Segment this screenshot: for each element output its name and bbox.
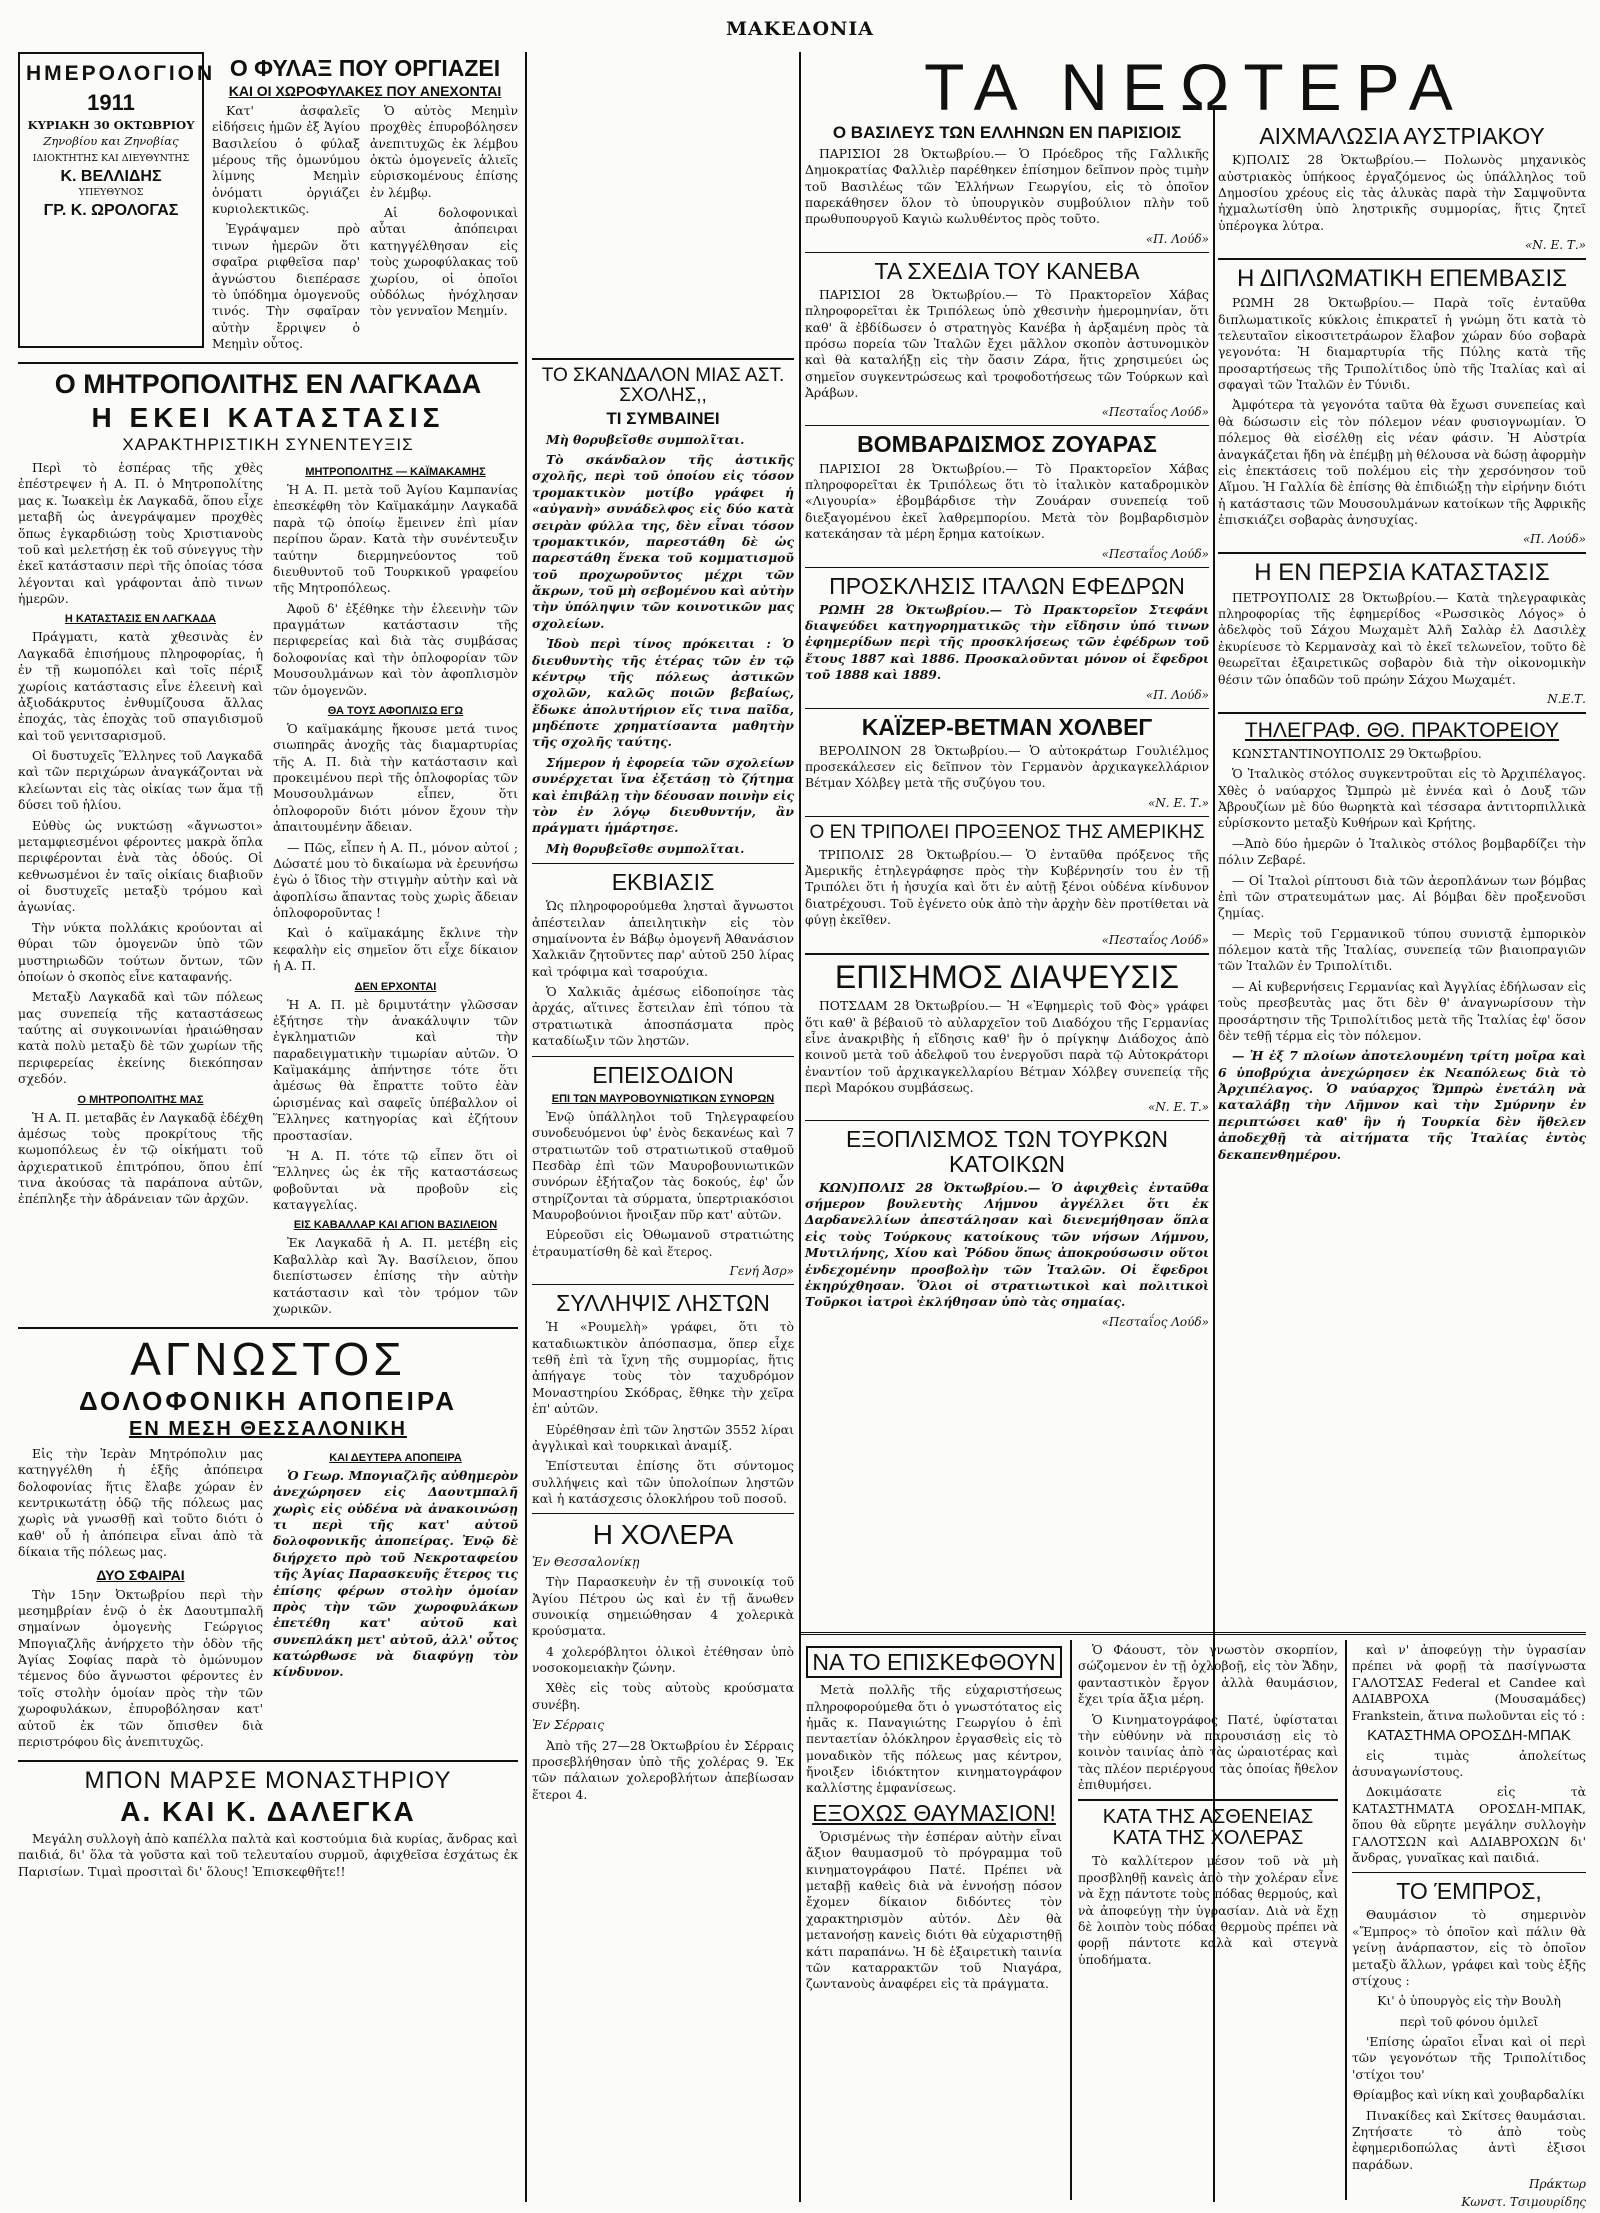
news-signature: «Ν. Ε. Τ.» <box>1147 1100 1209 1115</box>
exceptional-title: ΕΞΟΧΩΣ ΘΑΥΜΑΣΙΟΝ! <box>812 1799 1056 1826</box>
column-rule <box>799 52 801 2202</box>
cholera-title: Η ΧΟΛΕΡΑ <box>592 1519 734 1551</box>
extortion-title: ΕΚΒΙΑΣΙΣ <box>611 869 715 896</box>
unknown-subtitle: ΔΟΛΟΦΟΝΙΚΗ ΑΠΟΠΕΙΡΑ <box>78 1385 458 1416</box>
section-heading: ΚΑΙ ΔΕΥΤΕΡΑ ΑΠΟΠΕΙΡΑ <box>329 1451 462 1464</box>
calendar-date: ΚΥΡΙΑΚΗ 30 ΟΚΤΩΒΡΙΟΥ <box>27 118 195 133</box>
news-text: —Ἀπὸ δύο ἡμερῶν ὁ Ἰταλικὸς στόλος βομβαρδίζει τὴν πόλιν Ζεβαρέ. <box>1218 835 1586 868</box>
news-text: ΠΕΤΡΟΥΠΟΛΙΣ 28 Ὀκτωβρίου.— Κατὰ τηλεγραφικὰς πληροφορίας τῆς ἐφημερίδος «Ρωσσικὸς Λόγος» ὁ ἀδελφὸς τοῦ Σάχου Μωχαμὲτ Ἀλῆ Σαλὰρ ἐλ Δασιλὲχ ἐκυρίευσε τὸ Κερμανσὰχ καὶ τὸ ἐκεῖ τελωνεῖον, τοῦτο δὲ θεωρεῖται ἐξαιρετικῶς σοβαρὸν διὰ τὴν οἰκονομικὴν θέσιν τῶν ὁπαδῶν τοῦ πρώην Σάχου Μωχαμέτ. <box>1218 589 1586 687</box>
news-item <box>805 259 1209 420</box>
article-paragraph: Καὶ ὁ καϊμακάμης ἔκλινε τὴν κεφαλὴν εἰς σημεῖον ὅτι εἶχε δίκαιον ἡ Α. Π. <box>273 925 518 974</box>
article-paragraph: Μὴ θορυβεῖσθε συμπολῖται. <box>546 840 745 856</box>
article-paragraph: Ἡ Α. Π. τότε τῷ εἶπεν ὅτι οἱ Ἕλληνες ὡς ἐκ τῆς καταστάσεως φοβοῦνται νὰ προβοῦν εἰς καταγγελίας. <box>273 1147 518 1213</box>
unknown-tagline: ΕΝ ΜΕΣΗ ΘΕΣΣΑΛΟΝΙΚΗ <box>129 1417 407 1440</box>
lake-paragraph: Αἱ δολοφονικαὶ αὗται ἀπόπειραι κατηγγέλθησαν εἰς τοὺς χωροφύλακας τοῦ χωρίου, οἱ ὁποῖοι οὐδόλως ἠνόχλησαν τὸν γενναῖον Μεημίν. <box>370 205 518 319</box>
news-text: ΚΩΝΣΤΑΝΤΙΝΟΥΠΟΛΙΣ 29 Ὀκτωβρίου. <box>1232 745 1482 761</box>
section-heading: ΕΙΣ ΚΑΒΑΛΛΑΡ ΚΑΙ ΑΓΙΟΝ ΒΑΣΙΛΕΙΟΝ <box>293 1219 498 1232</box>
column-left <box>18 52 518 2212</box>
news-title: ΕΠΙΣΗΜΟΣ ΔΙΑΨΕΥΣΙΣ <box>834 958 1180 995</box>
news-item <box>805 124 1209 246</box>
news-signature: «Ν. Ε. Τ.» <box>1524 238 1586 253</box>
column-rule <box>1070 1640 1072 2200</box>
article-paragraph: Μὴ θορυβεῖσθε συμπολῖται. <box>546 431 745 447</box>
unknown-title: ΑΓΝΩΣΤΟΣ <box>130 1333 406 1386</box>
article-paragraph: Ἰδοὺ περὶ τίνος πρόκειται : Ὁ διευθυντὴς τῆς ἑτέρας τῶν ἐν τῷ κέντρῳ τῆς πόλεως ἀστικῶν σχολῶν, καλῶς ποιῶν βεβαίως, ἔδωκε ἀπολυτήριον εἴς τινα παῖδα, μηδέποτε χρηματίσαντα μαθητὴν τῆς σχολῆς ταύτης. <box>532 636 794 750</box>
article-paragraph: Πράγματι, κατὰ χθεσινὰς ἐν Λαγκαδᾶ ἐπισήμους πληροφορίας, ἡ ἐν τῇ κωμοπόλει καὶ τοῖς πέριξ χωρίοις κατάστασις εἶνε ἐλεεινὴ καὶ ἀξιοδάκρυτος ἐνθυμίζουσα ἄλλας ἐποχάς, τὰς ἐποχὰς τοῦ σπαγιδισμοῦ καὶ τοῦ γενιτσαρισμοῦ. <box>18 629 263 743</box>
lake-article <box>212 52 518 356</box>
article-paragraph: Ἡ «Ρουμελὴ» γράφει, ὅτι τὸ καταδιωκτικὸν ἀπόσπασμα, ὅπερ εἶχε τεθῆ ἐπὶ τὰ ἴχνη τῆς συμμορίας, ἥτις ἀπήγαγε τοὺς τὸν ταχυδρόμον Μοναστηρίου Σκόδρας, ἔθηκε τὴν χεῖρα ἐπ' αὐτῶν. <box>532 1319 794 1417</box>
neotera-title: ΤΑ ΝΕΩΤΕΡΑ <box>924 50 1467 124</box>
news-title: ΒΟΜΒΑΡΔΙΣΜΟΣ ΖΟΥΑΡΑΣ <box>857 431 1157 458</box>
metropolitan-tagline: ΧΑΡΑΚΤΗΡΙΣΤΙΚΗ ΣΥΝΕΝΤΕΥΞΙΣ <box>122 435 414 455</box>
news-title: ΕΞΟΠΛΙΣΜΟΣ ΤΩΝ ΤΟΥΡΚΩΝ ΚΑΤΟΙΚΩΝ <box>845 1126 1169 1177</box>
article-paragraph: Τὴν Παρασκευὴν ἐν τῇ συνοικίᾳ τοῦ Ἁγίου Πέτρου ὡς καὶ ἐν τῇ ἄνωθεν συνοικίᾳ σημειώθησαν 4 χολερικὰ κρούσματα. <box>532 1574 794 1639</box>
section-heading: Η ΚΑΤΑΣΤΑΣΙΣ ΕΝ ΛΑΓΚΑΔΑ <box>64 613 217 626</box>
article-paragraph: Ὡς πληροφορούμεθα λησταὶ ἄγνωστοι ἀπέστειλαν ἀπειλητικὴν εἰς τὸν σημαίνοντα ἐν Βάβῳ ὁμογενῆ Ἀθανάσιον Χαλκιᾶν ζητοῦντες παρ' αὐτοῦ 250 λίρας καὶ τρόφιμα καὶ τσαρούχια. <box>532 898 794 979</box>
news-signature: «Πεσταΐος Λούδ» <box>1101 546 1209 561</box>
news-title: ΠΡΟΣΚΛΗΣΙΣ ΙΤΑΛΩΝ ΕΦΕΔΡΩΝ <box>829 572 1185 599</box>
calendar-saint: Ζηνοβίου και Ζηνοβίας <box>43 133 179 148</box>
masthead: ΜΑΚΕΔΟΝΙΑ <box>725 18 875 40</box>
news-item <box>805 1127 1209 1328</box>
cholera-location: Ἐν Θεσσαλονίκῃ <box>532 1553 640 1569</box>
bottom-rule <box>800 1632 1586 1635</box>
news-item <box>805 823 1209 947</box>
article-paragraph: εἰς τιμὰς ἀπολείτως ἀσυναγωνίστους. <box>1352 1747 1586 1779</box>
article-paragraph: Ὁ Γεωρ. Μπογιαζλῆς αὐθημερὸν ἀνεχώρησεν εἰς Δαουτμπαλῆ χωρὶς εἰς οὐδένα νὰ ἀνακοινώσῃ τι περὶ τῆς κατ' αὐτοῦ δολοφονικῆς ἀποπείρας. Ἐνῷ δὲ διήρχετο πρὸ τοῦ Νεκροταφείου τῆς Ἁγίας Παρασκευῆς ἕτερος τις ἐπίσης φέρων στολὴν ὁμοίαν πρὸς τὴν τῶν χωροφυλάκων ἐπετέθη κατ' αὐτοῦ καὶ συνεπλάκη μετ' αὐτοῦ, ἀλλ' οὗτος κατώρθωσε νὰ διαφύγῃ τὸν κίνδυνον. <box>273 1467 518 1680</box>
column-rule <box>1345 1640 1347 2200</box>
news-title: ΑΙΧΜΑΛΩΣΙΑ ΑΥΣΤΡΙΑΚΟΥ <box>1259 123 1545 149</box>
article-paragraph: Ὁρισμένως τὴν ἑσπέραν αὐτὴν εἶναι ἄξιον θαυμασμοῦ τὸ πρόγραμμα τοῦ κινηματογράφου Πατέ. Πρέπει νὰ μεταβῇ καθεὶς διὰ νὰ ἐννοήσῃ πόσον ἔχομεν δίκαιον διδόντες τὸν χαρακτηρισμὸν αὐτόν. Δὲν θὰ μετανοήσῃ κανεὶς διότι θὰ εὐχαριστηθῇ κάτι παραπάνω. Ἡ δὲ ἑξαιρετικὴ ταινία τῶν καταρρακτῶν τοῦ Νιαγάρα, ζωντανοὺς ἀναφέρει εἰς τὰ πράγματα. <box>806 1828 1062 1992</box>
news-text: ΠΑΡΙΣΙΟΙ 28 Ὀκτωβρίου.— Τὸ Πρακτορεῖον Χάβας πληροφορεῖται ἐκ Τριπόλεως ὅτι τὸ ἰταλικὸν καταδρομικὸν «Λιγουρία» ἐβομβάρδισε τὴν Ζουάραν συνεπείᾳ τοῦ διεξαγομένου ἐκεῖ λαθρεμπορίου. Μετὰ τὸν βομβαρδισμὸν κατεκάησαν τὰ μέρη ἔρημα κατοίκων. <box>805 460 1209 542</box>
section-heading: Ο ΜΗΤΡΟΠΟΛΙΤΗΣ ΜΑΣ <box>77 1093 204 1106</box>
lake-paragraph: Ὁ αὐτὸς Μεημὶν προχθὲς ἐπυροβόλησεν ἀνεπιτυχῶς ἐκ λέμβου ὀκτὼ ὁμογενεῖς ἁλιεῖς εὑρισκομένους ἐπίσης ἐν λέμβῳ. <box>370 102 518 200</box>
article-paragraph: Ἡ Α. Π. μεταβᾶς ἐν Λαγκαδᾷ ἐδέχθη ἀμέσως τοὺς προκρίτους τῆς κωμοπόλεως ἐν τῷ οἰκήματι τοῦ ἀρχιερατικοῦ ἐπιτρόπου, ὅπου ἐπί τινα ἀκούσας τὰ παράπονα αὐτῶν, ἐπέπληξε τὴν ἀδράνειαν τῶν ἀρχῶν. <box>18 1109 263 1207</box>
news-item <box>1218 266 1586 546</box>
news-title: Η ΕΝ ΠΕΡΣΙΑ ΚΑΤΑΣΤΑΣΙΣ <box>1254 559 1550 587</box>
marse-text: Μεγάλη συλλογὴ ἀπὸ καπέλλα παλτὰ καὶ κοστούμια διὰ κυρίας, ἄνδρας καὶ παιδιά, δι' ὅλα τὰ γοῦστα καὶ τοῦ τελευταίου συρμοῦ, ἀφιχθεῖσα ἐσχάτως ἐκ Παρισίων. Τιμαὶ προσιταὶ δι' ὅλους! Ἐπισκεφθῆτε!! <box>18 1830 518 1879</box>
news-item <box>805 574 1209 702</box>
lake-subtitle: ΚΑΙ ΟΙ ΧΩΡΟΦΥΛΑΚΕΣ ΠΟΥ ΑΝΕΧΟΝΤΑΙ <box>228 83 502 100</box>
shop-name: ΚΑΤΑΣΤΗΜΑ ΟΡΟΣΔΗ-ΜΠΑΚ <box>1367 1726 1571 1744</box>
news-item <box>805 432 1209 560</box>
column-rule <box>525 52 527 2202</box>
news-text: — Αἱ κυβερνήσεις Γερμανίας καὶ Ἀγγλίας ἐδήλωσαν εἰς τοὺς πρεσβευτὰς μας ὅτι δὲν θ' ἀναγνωρίσουν τὴν προσάρτησιν τῆς Τριπολίτιδος μετὰ τῆς Ἰταλίας ἐφ' ὅσον δὲν τεθῇ τέρμα εἰς τὸν πόλεμον. <box>1218 978 1586 1043</box>
owner-name: Κ. ΒΕΛΛΙΔΗΣ <box>60 167 162 185</box>
article-paragraph: Χθὲς εἰς τοὺς αὐτοὺς κρούσματα συνέβη. <box>532 1680 794 1712</box>
resp-name: ΓΡ. Κ. ΩΡΟΛΟΓΑΣ <box>43 202 179 220</box>
news-title: ΚΑΪΖΕΡ-ΒΕΤΜΑΝ ΧΟΛΒΕΓ <box>861 713 1153 740</box>
incident-title: ΕΠΕΙΣΟΔΙΟΝ <box>592 1061 734 1088</box>
news-text: ΠΑΡΙΣΙΟΙ 28 Ὀκτωβρίου.— Ὁ Πρόεδρος τῆς Γαλλικῆς Δημοκρατίας Φαλλιὲρ παρέθηκεν ἐπίσημον δεῖπνον πρὸς τιμὴν τοῦ Βασιλέως τῶν Ἑλλήνων Γεωργίου, εἰς τὸ ὁποῖον παρεκάθησεν ὅλον τὸ ὑπουργικὸν συμβούλιον πλὴν τοῦ πρωθυπουργοῦ Καγιὼ κωλυθέντος πρὸς τοῦτο. <box>805 145 1209 227</box>
article-paragraph: Τὸ καλλίτερον μέσον τοῦ νὰ μὴ προσβληθῇ κανεὶς ἀπὸ τὴν χολέραν εἶνε νὰ ἔχῃ πάντοτε τοὺς πόδας θερμούς, καὶ νὰ ἀποφεύγῃ τὴν ὑγρασίαν. Διὰ νὰ ἔχῃ δὲ λοιπὸν τοὺς πόδας θερμοὺς πρέπει νὰ φορῇ πάντοτε καλὰ καὶ στεγνὰ ὑποδήματα. <box>1078 1853 1338 1967</box>
article-paragraph: Θαυμάσιον τὸ σημερινὸν «Ἔμπρος» τὸ ὁποῖον καὶ πάλιν θὰ γείνῃ ἀνάρπαστον, εἰς τὸ ὁποῖον μεταξὺ ἄλλων, γράφει καὶ τοὺς ἑξῆς στίχους : <box>1352 1907 1586 1988</box>
article-paragraph: Μετὰ πολλῆς τῆς εὐχαριστήσεως πληροφορούμεθα ὅτι ὁ γνωστότατος εἰς ἡμᾶς κ. Παναγιώτης Γεωργίου ὁ ἐπὶ πενταετίαν ὁλόκληρον ἐργασθεὶς εἰς τὸ μοναδικὸν τῆς πόλεως μας κέντρον, ἤνοιξεν ἰδιόκτητον κινηματογράφον καλλίστης ἐμφανίσεως. <box>806 1682 1062 1796</box>
column-news-left <box>805 120 1209 1620</box>
verse-line: Κι' ὁ ὑπουργὸς εἰς τὴν Βουλὴ <box>1377 1993 1561 2009</box>
news-signature: «Πεσταΐος Λούδ» <box>1101 932 1209 947</box>
news-title: Η ΔΙΠΛΩΜΑΤΙΚΗ ΕΠΕΜΒΑΣΙΣ <box>1237 265 1567 293</box>
article-paragraph: Ἀπὸ τῆς 27—28 Ὀκτωβρίου ἐν Σέρραις προσεβλήθησαν ὑπὸ τῆς χολέρας 9. Ἐκ τῶν πάλαιων χολεροβλήτων ἀπεβίωσαν ἕτεροι 4. <box>532 1737 794 1802</box>
bandits-article <box>532 1291 794 1507</box>
column-news-right <box>1218 120 1586 1620</box>
article-paragraph: Ἐπίστευται ἐπίσης ὅτι σύντομος συλλήψεις καὶ τῶν ὑπολοίπων ληστῶν καὶ ἡ κατάσχεσις ὁλοκλήρου τοῦ ποσοῦ. <box>532 1458 794 1507</box>
lake-paragraph: Κατ' ἀσφαλεῖς εἰδήσεις ἡμῶν ἐξ Ἁγίου Βασιλείου ὁ φύλαξ μέρους τῆς ὁμωνύμου λίμνης Μεημὶν ὀνόματι ὀργιάζει κυριολεκτικῶς. <box>212 102 360 217</box>
article-paragraph: Οἱ δυστυχεῖς Ἕλληνες τοῦ Λαγκαδᾶ καὶ τῶν περιχώρων ἀναγκάζονται νὰ κλείωνται εἰς τὰς οἰκίας των ἅμα τῇ δύσει τοῦ ἡλίου. <box>18 748 263 813</box>
signature-role: Πράκτωρ <box>1529 2177 1586 2192</box>
section-heading: ΜΗΤΡΟΠΟΛΙΤΗΣ — ΚΑΪΜΑΚΑΜΗΣ <box>305 466 486 479</box>
news-text: ΡΩΜΗ 28 Ὀκτωβρίου.— Παρὰ τοῖς ἐνταῦθα διπλωματικοῖς κύκλοις ἐπικρατεῖ ἡ γνώμη ὅτι κατὰ τὸ τελευταῖον εἰκοσιτετράωρον ἔλαβον χώραν δύο σοβαρὰ γεγονότα: Ἡ διαμαρτυρία τῆς Πύλης κατὰ τῆς προσαρτήσεως τῆς Τριπολίτιδος ὑπὸ τῆς Ἰταλίας καὶ αἱ σφαγαὶ τῶν Ἰταλῶν ἐν Τύνιδι. <box>1218 295 1586 393</box>
article-paragraph: Ἡ Α. Π. μὲ δριμυτάτην γλῶσσαν ἐξήτησε τὴν ἀνακάλυψιν τῶν ἐγκληματιῶν καὶ τὴν παραδειγματικὴν τιμωρίαν αὐτῶν. Ὁ Καϊμακάμης ἀπήντησε τότε ὅτι ἀμέσως θὰ ἔπραττε τοῦτο ἐὰν ὡρισμένας καὶ σαφεῖς ὑπέβαλλον οἱ Ἕλληνες κατηγορίας καὶ ἐζήτουν προστασίαν. <box>273 996 518 1143</box>
incident-subtitle: ΕΠΙ ΤΩΝ ΜΑΥΡΟΒΟΥΝΙΩΤΙΚΩΝ ΣΥΝΟΡΩΝ <box>551 1092 775 1105</box>
article-paragraph: Δοκιμάσατε εἰς τὰ ΚΑΤΑΣΤΗΜΑΤΑ ΟΡΟΣΔΗ-ΜΠΑΚ, ὅπου θὰ εὕρητε μεγάλην συλλογὴν ΓΑΛΟΤΣΩΝ καὶ ΑΔΙΑΒΡΟΧΩΝ δι' ἄνδρας, γυναῖκας καὶ παιδιά. <box>1352 1784 1586 1865</box>
metropolitan-article <box>18 370 518 1321</box>
marse-title: ΜΠΟΝ ΜΑΡΣΕ ΜΟΝΑΣΤΗΡΙΟΥ <box>84 1767 452 1795</box>
article-paragraph: Πινακίδες καὶ Σκίτσες θαυμάσιαι. Ζητήσατε τὸ ἀπὸ τοὺς ἐφημεριδοπώλας ἀντὶ ἑξισοι παράδων. <box>1352 2107 1586 2172</box>
section-heading: ΘΑ ΤΟΥΣ ΑΦΟΠΛΙΣΩ ΕΓΩ <box>327 704 464 717</box>
unknown-article <box>18 1335 518 1754</box>
article-paragraph: Τὸ σκάνδαλον τῆς ἀστικῆς σχολῆς, περὶ τοῦ ὁποίου εἰς τόσον τρομακτικὸν μοτίβο γράφει ἡ «αὐγανὴ» συνάδελφος εἰς δύο κατὰ σειρὰν φύλλα της, δὲν εἶναι τόσον τρομακτικόν, παρεστάθη δὲ ὡς παρεστάθη ἕνεκα τοῦ κομματισμοῦ τοῦ προχωροῦντος μέχρι τῶν ἄκρων, τοῦ μὴ σεβομένου καὶ αὐτὴν τὴν ὑπόληψιν τῶν κοινοτικῶν μας σχολείων. <box>532 452 794 631</box>
news-text: ΚΩΝ)ΠΟΛΙΣ 28 Ὀκτωβρίου.— Ὁ ἀφιχθεὶς ἐνταῦθα σήμερον βουλευτὴς Λήμνου ἀγγέλλει ὅτι ἐκ Δαρδανελλίων ἀπεστάλησαν καὶ διενεμήθησαν ὅπλα εἰς τοὺς Τούρκους κατοίκους τῶν νήσων Λήμνου, Μυτιλήνης, Χίου καὶ Ῥόδου ὅπως ἀποκρούσωσιν οὕτοι ἐνδεχομένην προσβολὴν τῶν Ἰταλῶν. Οἱ ἔφεδροι ἐκηρύχθησαν. Ὅλοι οἱ στρατιωτικοὶ καὶ πολιτικοὶ Τοῦρκοι ἰατροὶ ἐκλήθησαν ὑπὸ τὰς σημαίας. <box>805 1179 1209 1310</box>
news-text: Ἀμφότερα τὰ γεγονότα ταῦτα θὰ ἔχωσι συνεπείας καὶ θὰ δώσωσιν εἰς τὸν πόλεμον νέαν φυσιογνωμίαν. Ὁ πόλεμος θὰ εἰσέλθῃ εἰς νέαν φάσιν. Ἡ Αὐστρία ἀναγκάζεται ἤδη νὰ ἐπέμβῃ μὴ θέλουσα νὰ δώσῃ ἀφορμὴν εἰς ἐπεκτάσεις τοῦ πολέμου εἰς τὴν χερσόνησον τοῦ Αἵμου. Ἡ Γαλλία δὲ ἐπίσης θὰ ἐπιδιώξῃ τὴν εἰρήνην διότι ἡ κατάστασις τῶν Μουσουλμάνων κατοίκων τῆς Ἀφρικῆς ἐπισκιάζει σοβαρὰς ἀνησυχίας. <box>1218 397 1586 528</box>
article-paragraph: Σήμερον ἡ ἐφορεία τῶν σχολείων συνέρχεται ἵνα ἐξετάσῃ τὸ ζήτημα καὶ ἐπιβάλῃ τὴν δέουσαν ποινὴν εἰς τὸν ἐν λόγῳ διευθυντήν, ἂν πράγματι ἡμάρτησε. <box>532 754 794 836</box>
article-paragraph: Ὁ Χαλκιᾶς ἀμέσως εἰδοποίησε τὰς ἀρχάς, αἵτινες ἔστειλαν ἐπὶ τόπου τὰ στρατιωτικὰ ἀποσπάσματα πρὸς καταδίωξιν τῶν ληστῶν. <box>532 984 794 1049</box>
news-text: — Οἱ Ἰταλοὶ ρίπτουσι διὰ τῶν ἀεροπλάνων των βόμβας ἐπὶ τῶν στρατευμάτων μας. Αἱ βόμβαι δὲν προξενοῦσι ζημίας. <box>1218 872 1586 921</box>
disease-title: ΚΑΤΑ ΤΗΣ ΑΣΘΕΝΕΙΑΣ ΚΑΤΑ ΤΗΣ ΧΟΛΕΡΑΣ <box>1102 1806 1314 1850</box>
extortion-article <box>532 870 794 1050</box>
calendar-title: ΗΜΕΡΟΛΟΓΙΟΝ <box>26 62 216 85</box>
article-paragraph: Εἰς τὴν Ἱερὰν Μητρόπολιν μας κατηγγέλθη ἡ ἑξῆς ἀπόπειρα δολοφονίας ἥτις ἔλαβε χώραν ἐν κεντρικωτάτῃ ὁδῷ τῆς πόλεως μας χωρὶς νὰ γνωσθῇ καὶ τοῦτο διότι ὁ καθ' οὗ ἡ ἀπόπειρα εἶναι ἀπὸ τὰ δίκαια τῆς πόλεως μας. <box>18 1445 263 1560</box>
owner-label: ΙΔΙΟΚΤΗΤΗΣ ΚΑΙ ΔΙΕΥΘΥΝΤΗΣ <box>32 153 190 165</box>
bandits-title: ΣΥΛΛΗΨΙΣ ΛΗΣΤΩΝ <box>556 1290 770 1317</box>
metropolitan-title: Ο ΜΗΤΡΟΠΟΛΙΤΗΣ ΕΝ ΛΑΓΚΑΔΑ <box>54 369 482 400</box>
article-paragraph: Ἀφοῦ δ' ἐξέθηκε τὴν ἐλεεινὴν τῶν πραγμάτων κατάστασιν τῆς περιφερείας καὶ διὰ τὰς συμβάσας δολοφονίας καὶ τὴν ὁπλοφορίαν τῶν Μουσουλμάνων καὶ τὸν ἀφοπλισμὸν τῶν ὁμογενῶν. <box>273 600 518 698</box>
article-paragraph: 'Επίσης ὡραῖοι εἶναι καὶ οἱ περὶ τῶν γεγονότων τῆς Τριπολίτιδος 'στίχοι του' <box>1352 2034 1586 2082</box>
ads-column <box>1352 1642 1586 2210</box>
signature-name: Κωνστ. Τσιμουρίδης <box>1461 2195 1586 2210</box>
news-text: Κ)ΠΟΛΙΣ 28 Ὀκτωβρίου.— Πολωνὸς μηχανικὸς αὐστριακὸς ὑπήκοος ἐργαζόμενος ὡς ὑπάλληλος τοῦ Δημοσίου χρέους εἰς τὰς ἁλυκὰς παρὰ τὴν Σαμψοῦντα ἠχμαλωτίσθη ὑπὸ ληστρικῆς συμμορίας, ἥτις ζητεῖ ὑπέρογκα λύτρα. <box>1218 152 1586 233</box>
news-text: ΠΑΡΙΣΙΟΙ 28 Ὀκτωβρίου.— Τὸ Πρακτορεῖον Χάβας πληροφορεῖται ἐκ Τριπόλεως ὑπὸ χθεσινὴν ἡμερομηνίαν, ὅτι καθ' ἃ ἐβδίδωσεν ὁ στρατηγὸς Κανέβα ἡ ἀρξαμένη πρὸς τὰ πρόσω πορεία τῶν Ἰταλῶν ἔχει μᾶλλον σκοπὸν ἀστυνομικὸν καὶ θὰ καταλήξῃ εἰς τὴν ὄασιν Ζάρα, ἥτις χρησιμεύει ὡς σημεῖον συγκεντρώσεως καὶ τροφοδοτήσεως τῶν Τούρκων καὶ Ἀράβων. <box>805 286 1209 401</box>
news-signature: «Π. Λούδ» <box>1145 687 1209 702</box>
news-signature: «Π. Λούδ» <box>1522 532 1586 547</box>
scandal-title: ΤΟ ΣΚΑΝΔΑΛΟΝ ΜΙΑΣ ΑΣΤ. ΣΧΟΛΗΣ,, <box>541 365 785 406</box>
news-item <box>1218 560 1586 705</box>
article-paragraph: καὶ ν' ἀποφεύγῃ τὴν ὑγρασίαν πρέπει νὰ φορῇ τὰ πασίγνωστα ΓΑΛΟΤΣΑΣ Federal et Candee καὶ ΑΔΙΑΒΡΟΧΑ (Μουσαμάδες) Frankstein, ἅτινα πωλοῦνται εἰς τό : <box>1352 1642 1586 1723</box>
cholera-article <box>532 1520 794 1803</box>
news-signature: «Πεσταΐος Λούδ» <box>1101 1314 1209 1329</box>
metropolitan-intro: Περὶ τὸ ἑσπέρας τῆς χθὲς ἐπέστρεψεν ἡ Α. Π. ὁ Μητροπολίτης μας κ. Ἰωακεὶμ ἐκ Λαγκαδᾶ, ὅπου εἶχε μεταβῆ ὡς ἀνεγράψαμεν προχθὲς ὅπως ἐγκαρδιώσῃ τοὺς Χριστιανοὺς τοῦ καὶ μελετήσῃ ἐκ τοῦ σύνεγγυς τὴν ἐκεῖ κατάστασιν περὶ τῆς ὁποίας τόσα λέγονται καὶ γράφονται ἀπὸ τινων ἡμερῶν. <box>18 460 263 607</box>
column-center <box>532 52 794 2212</box>
calendar-year: 1911 <box>87 90 135 116</box>
news-title: ΤΑ ΣΧΕΔΙΑ ΤΟΥ ΚΑΝΕΒΑ <box>874 257 1140 284</box>
article-paragraph: 4 χολερόβλητοι ὁλικοὶ ἐτέθησαν ὑπὸ νοσοκομειακὴν ζώνην. <box>532 1643 794 1676</box>
article-paragraph: Εὑρεοῦσι εἰς Ὀθωμανοῦ στρατιώτης ἐτραυματίσθη δὲ καὶ ἕτερος. <box>532 1227 794 1259</box>
news-text: — Μερὶς τοῦ Γερμανικοῦ τύπου συνιστᾷ ἐμπορικὸν πόλεμον κατὰ τῆς Ἰταλίας, συνεπείᾳ τῶν βιαιοπραγιῶν τῶν Ἰταλῶν ἐν Τριπολίτιδι. <box>1218 925 1586 974</box>
news-text: ΡΩΜΗ 28 Ὀκτωβρίου.— Τὸ Πρακτορεῖον Στεφάνι διαψεύδει κατηγορηματικῶς τὴν εἴδησιν ὑπό τινων ἐφημερίδων περὶ τῆς προσκλήσεως τῶν ἐφέδρων τοῦ ἔτους 1887 καὶ 1886. Προσκαλοῦνται μόνον οἱ ἔφεδροι τοῦ 1888 καὶ 1889. <box>805 601 1209 683</box>
lake-paragraph: Ἐγράψαμεν πρὸ τινων ἡμερῶν ὅτι σφαῖρα ριφθεῖσα παρ' ἀγνώστου διεπέρασε τὸ ὑπόδημα ὁμογενοῦς τινός. Τὴν σφαῖραν αὐτὴν ἔρριψεν ὁ Μεημὶν οὗτος. <box>212 221 360 352</box>
news-title: Ο ΕΝ ΤΡΙΠΟΛΕΙ ΠΡΟΞΕΝΟΣ ΤΗΣ ΑΜΕΡΙΚΗΣ <box>809 821 1205 843</box>
news-signature: «Ν. Ε. Τ.» <box>1147 795 1209 810</box>
resp-label: ΥΠΕΥΘΥΝΟΣ <box>78 187 144 199</box>
news-signature: «Π. Λούδ» <box>1145 231 1209 246</box>
news-text: ΒΕΡΟΛΙΝΟΝ 28 Ὀκτωβρίου.— Ὁ αὐτοκράτωρ Γουλιέλμος προσεκάλεσεν εἰς δεῖπνον τὸν Γερμανὸν ἀρχικαγκελλάριον Βέτμαν Χόλβεγ μετὰ τῆς συζύγου του. <box>805 742 1209 791</box>
article-paragraph: Τὴν 15ην Ὀκτωβρίου περὶ τὴν μεσημβρίαν ἐνῷ ὁ ἐκ Δαουτμπαλῆ σημαίνων ὁμογενὴς Γεώργιος Μπογιαζλῆς ἀνήρχετο τὴν ὁδὸν τῆς Ἁγίας Σοφίας παρὰ τὸ ὁμώνυμον τέμενος δύο ἄγνωστοι φέροντες ἐν τοῖς στολὴν ὁμοίαν πρὸς τὴν τῶν χωροφυλάκων, ἐπυροβόλησαν κατ' αὐτοῦ ἐκ τῶν ὄπισθεν διὰ περιστρόφου δὶς ἀνεπιτυχῶς. <box>18 1586 263 1749</box>
cinema-column-2 <box>1078 1642 1338 2202</box>
news-item <box>805 958 1209 1115</box>
article-paragraph: Ἐνῷ ὑπάλληλοι τοῦ Τηλεγραφείου συνοδευόμενοι ὑφ' ἑνὸς δεκανέως καὶ 7 στρατιωτῶν τοῦ στρατιωτικοῦ σταθμοῦ Πεσδὰρ ἐπὶ τῶν Μαυροβουνιωτικῶν συνόρων ἐξήταζον τὰς δοκούς, ἐφ' ὧν στηρίζονται τὰ σύρματα, ὑπερτριακόσιοι Μαυροβούνιοι ἤνοιξαν πῦρ κατ' αὐτῶν. <box>532 1108 794 1222</box>
visit-title: ΝΑ ΤΟ ΕΠΙΣΚΕΦΘΟΥΝ <box>806 1646 1062 1678</box>
verse-line: περὶ τοῦ φόνου ὁμιλεῖ <box>1399 2013 1539 2029</box>
article-paragraph: Τὴν νύκτα πολλάκις κρούονται αἱ θύραι τῶν ὁμογενῶν ὑπὸ τῶν μυστηριωδῶν τούτων ὄντων, τῶν ὁποίων ὁ σκοπὸς εἶνε καταφανής. <box>18 919 263 984</box>
cinema-column <box>806 1642 1062 2202</box>
news-text: ΤΡΙΠΟΛΙΣ 28 Ὀκτωβρίου.— Ὁ ἐνταῦθα πρόξενος τῆς Ἀμερικῆς ἐτηλεγράφησε πρὸς τὴν Κυβέρνησίν του ἐν τῇ Τριπόλει ὅτι ἡ ἡσυχία καὶ ὅτι ἐν αὐτῇ ξένοι οὐδένα κίνδυνον διατρέχουσι. Τοῦ ἐγένετο οὐκ ἀπὸ τὴν ἀρχὴν δὲν προτίθεται νὰ φύγῃ ἐκεῖθεν. <box>805 846 1209 928</box>
article-paragraph: — Πῶς, εἶπεν ἡ Α. Π., μόνον αὐτοί ; Δώσατέ μου τὸ δικαίωμα νὰ ἐρευνήσω ἐγὼ ὁ ἴδιος τὴν στιγμὴν αὐτὴν καὶ νὰ ἀφοπλίσω ἅπαντας τοὺς χωρὶς ἄδειαν ὁπλοφοροῦντας ! <box>273 839 518 921</box>
article-paragraph: Εὑρέθησαν ἐπὶ τῶν ληστῶν 3552 λίραι ἀγγλικαὶ καὶ τουρκικαὶ ἀναμίξ. <box>532 1421 794 1453</box>
news-text: ΠΟΤΣΔΑΜ 28 Ὀκτωβρίου.— Ἡ «Ἐφημερὶς τοῦ Φὸς» γράφει ὅτι καθ' ἃ βέβαιοῦ τὸ αὐλαρχεῖον τοῦ Διαδόχου τῆς Γερμανίας εἶνε ἀνακριβὴς ἡ εἴδησις καθ' ἣν ὁ πρίγκηψ Διάδοχος ἀπὸ κοινοῦ μετὰ τοῦ ἀδελφοῦ του ἐνεργοῦσι παρὰ τῷ Αὐτοκράτορι ἐναντίον τοῦ ἀρχικαγκελλαρίου Βέτμαν Χόλβεγ συνεπείᾳ τῆς περὶ Μαρόκου συμβάσεως. <box>805 998 1209 1096</box>
news-title: ΤΗΛΕΓΡΑΦ. ΘΘ. ΠΡΑΚΤΟΡΕΙΟΥ <box>1244 718 1560 742</box>
article-paragraph: Ἐκ Λαγκαδᾶ ἡ Α. Π. μετέβη εἰς Καβαλλὰρ καὶ Ἅγ. Βασίλειον, ὅπου διεπίστωσεν ἐπίσης τὴν αὐτὴν κατάστασιν καὶ τὸν τρόμον τῶν χωρικῶν. <box>273 1235 518 1316</box>
calendar-box <box>18 52 216 348</box>
article-paragraph: Ὁ Φάουστ, τὸν γνωστὸν σκορπίον, σώζομενον ἐν τῇ ὀχλοβοῇ, εἰς τὸν Ἄδην, φανταστικὸν ἔργον ἀλλὰ θαυμάσιον, ἔχει τρία ἄξια μέρη. <box>1078 1642 1338 1707</box>
article-signature: Γενή Ἀσρ» <box>729 1264 794 1279</box>
news-title: Ο ΒΑΣΙΛΕΥΣ ΤΩΝ ΕΛΛΗΝΩΝ ΕΝ ΠΑΡΙΣΙΟΙΣ <box>832 123 1182 142</box>
marse-name: Α. ΚΑΙ Κ. ΔΑΛΕΓΚΑ <box>120 1796 416 1828</box>
news-item <box>1218 720 1586 1163</box>
metropolitan-subtitle: Η ΕΚΕΙ ΚΑΤΑΣΤΑΣΙΣ <box>91 401 445 433</box>
news-item <box>1218 124 1586 252</box>
neotera-banner <box>805 50 1586 124</box>
scandal-article <box>532 366 794 857</box>
scandal-subtitle: ΤΙ ΣΥΜΒΑΙΝΕΙ <box>606 408 720 428</box>
article-paragraph: Θρίαμβος καὶ νίκη καὶ χουβαρδαλίκι <box>1353 2087 1585 2103</box>
empros-title: ΤΟ ΈΜΠΡΟΣ, <box>1396 1878 1542 1905</box>
news-signature: Ν.Ε.Τ. <box>1547 691 1586 706</box>
article-paragraph: Ἡ Α. Π. μετὰ τοῦ Ἁγίου Καμπανίας ἐπεσκέφθη τὸν Καϊμακάμην Λαγκαδᾶ παρὰ τῷ ὁποίῳ ἔμεινεν ἐπὶ μίαν περίπου ὥραν. Κατὰ τὴν συνέντευξιν ταύτην διερμηνεύοντος τοῦ διευθυντοῦ τοῦ Τουρκικοῦ γραφείου τῆς Μητροπόλεως. <box>273 482 518 596</box>
news-text: — Ἡ ἐξ 7 πλοίων ἀποτελουμένη τρίτη μοῖρα καὶ 6 ὑποβρύχια ἀνεχώρησεν ἐκ Νεαπόλεως διὰ τὸ Ἀρχιπέλαγος. Ὁ ναύαρχος Ὤμπρὼ ἐνετάλη νὰ καταλάβῃ τὴν Λῆμνον καὶ τὴν Σμύρνην ἐν περιπτώσει καθ' ἣν ἡ Τουρκία δὲν ἤθελεν ἀποδεχθῇ τὰ αἰτήματα τῆς Ἰταλίας ἐντὸς δεκαπενθημέρου. <box>1218 1048 1586 1162</box>
news-text: Ὁ Ἰταλικὸς στόλος συγκεντροῦται εἰς τὸ Ἀρχιπέλαγος. Χθὲς ὁ ναύαρχος Ὤμπρὼ μὲ ἐννέα καὶ ὁ Δουξ τῶν Ἀβρουζίων μὲ δύο θωρηκτὰ καὶ τέσσαρα ἀντιτορπιλλικὰ εὑρίσκοντο μεταξὺ Κυθήρων καὶ Κρήτης. <box>1218 766 1586 831</box>
article-paragraph: Εὐθὺς ὡς νυκτώσῃ «ἄγνωστοι» μεταμφιεσμένοι φέροντες μακρὰ ὅπλα περιφέρονται ἐνὰ τὰς ὁδούς. Οἱ κεθνωσμένοι ἐν ταῖς οἰκίαις διαβιοῦν οἱ δυστυχεῖς μεταξὺ τρόμου καὶ ἀγωνίας. <box>18 817 263 915</box>
lake-title: Ο ΦΥΛΑΞ ΠΟΥ ΟΡΓΙΑΖΕΙ <box>229 55 501 81</box>
section-heading: ΔΥΟ ΣΦΑΙΡΑΙ <box>96 1566 185 1583</box>
marse-ad <box>18 1768 518 1880</box>
article-paragraph: Μεταξὺ Λαγκαδᾶ καὶ τῶν πόλεως μας συνεπείᾳ τῆς καταστάσεως ταύτης αἱ συγκοινωνίαι ἠραιώθησαν κατὰ πολὺ μεταξὺ δὲ τῶν χωρίων τῆς περιφερείας ἐκείνης διεκόπησαν σχεδόν. <box>18 989 263 1087</box>
news-item <box>805 715 1209 810</box>
cholera-location: Ἐν Σέρραις <box>532 1717 605 1733</box>
incident-article <box>532 1063 794 1279</box>
article-paragraph: Ὁ καϊμακάμης ἤκουσε μετά τινος σιωπηρᾶς ἀνοχῆς τὰς διαμαρτυρίας τῆς Α. Π. διὰ τὴν κατάστασιν καὶ προκειμένου περὶ τῆς ὁπλοφορίας τῶν Μουσουλμάνων εἶπεν, ὅτι ὁπλοφοροῦν διότι μόνον ἔχουν τὴν ἀπαιτουμένην ἄδειαν. <box>273 720 518 835</box>
article-paragraph: Ὁ Κινηματογράφος Πατέ, ὑφίσταται τὴν εὐθύνην νὰ παρουσιάσῃ εἰς τὸ κοινὸν ταινίας ἀπὸ τὰς ὡραιοτέρας καὶ τὰς πλέον περιέργους τὰς ὁποίας ἤθελον ἐπιθυμήσει. <box>1078 1711 1338 1792</box>
news-signature: «Πεσταΐος Λούδ» <box>1101 405 1209 420</box>
section-heading: ΔΕΝ ΕΡΧΟΝΤΑΙ <box>354 980 437 993</box>
